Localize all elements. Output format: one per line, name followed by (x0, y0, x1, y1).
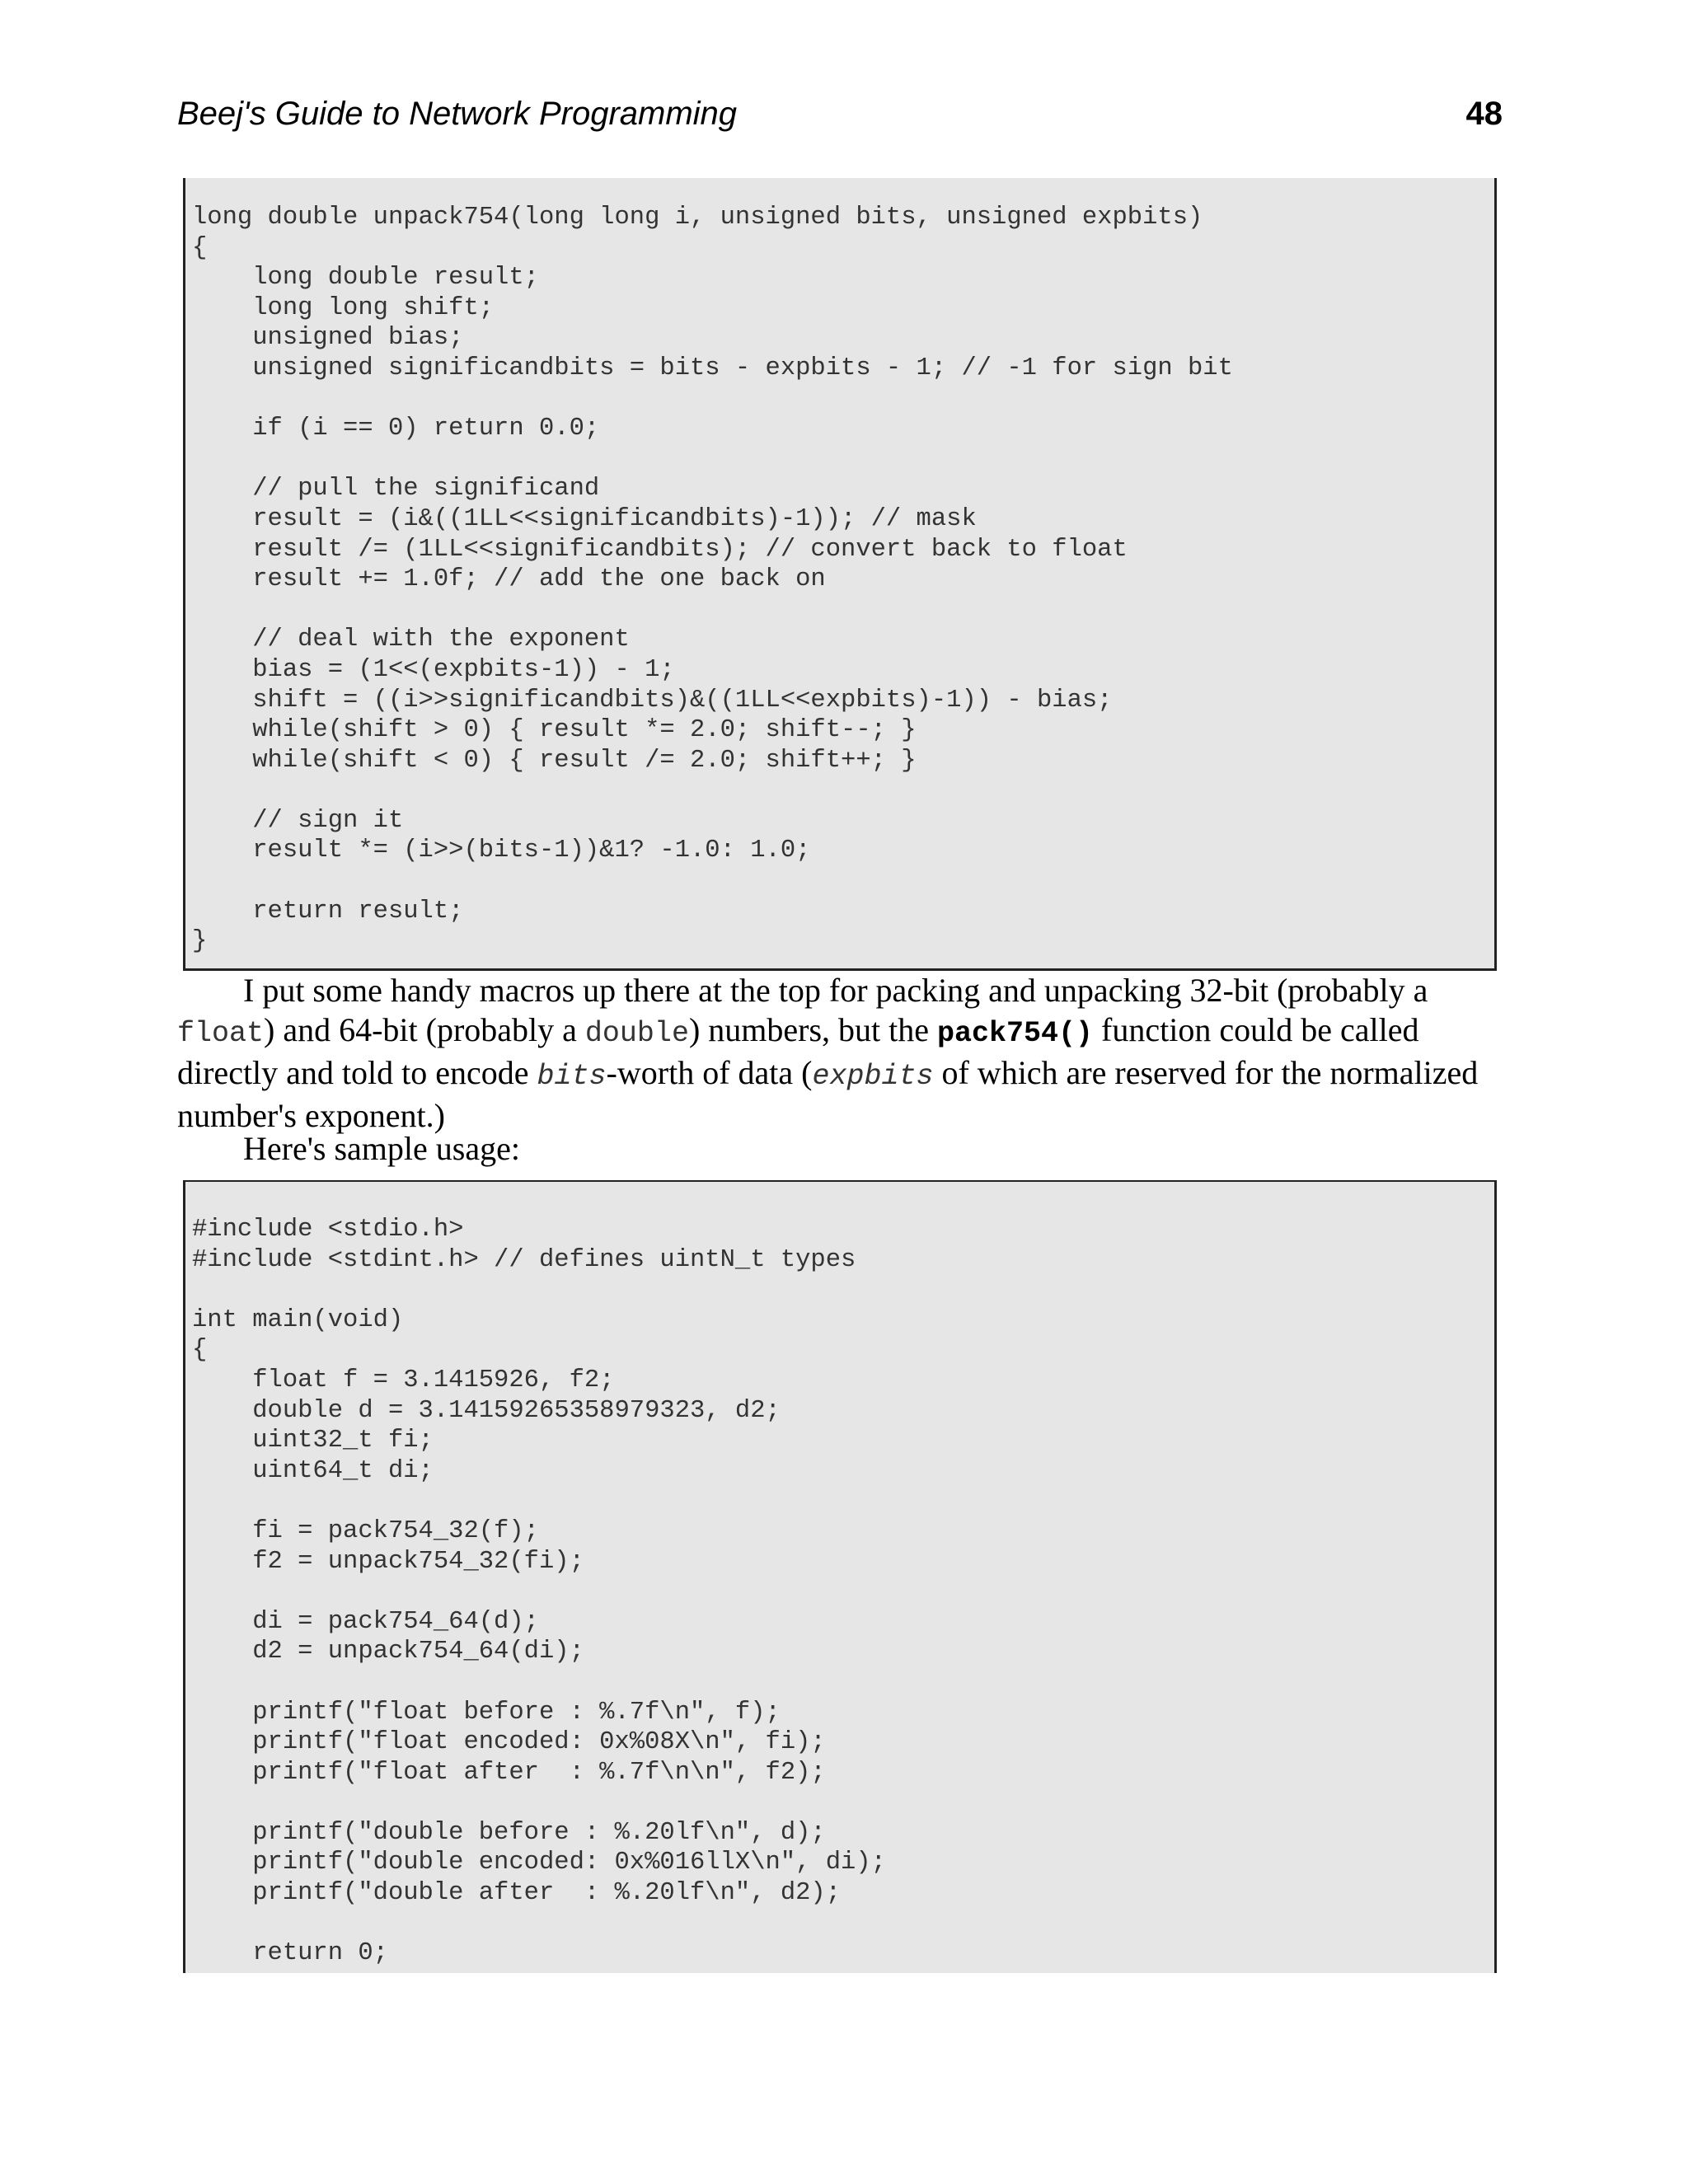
text-run: I put some handy macros up there at the top for packing and unpacking 32-bit (probably a (243, 972, 1428, 1009)
text-run: -worth of data ( (606, 1054, 813, 1091)
text-run: directly and told to encode (177, 1054, 537, 1091)
text-line (177, 1053, 1512, 1096)
code-listing-unpack754 (183, 178, 1497, 971)
paragraph-pack754-explanation (177, 971, 1512, 1136)
page-header (177, 92, 1503, 135)
inline-code-bits: bits (537, 1060, 607, 1093)
inline-code-function-name: pack754() (937, 1017, 1094, 1050)
text-line (177, 1010, 1512, 1053)
text-run: ) numbers, but the (688, 1011, 938, 1048)
paragraph-sample-usage (177, 1129, 1512, 1169)
inline-code-expbits: expbits (812, 1060, 934, 1093)
text-run: number's exponent.) (177, 1097, 445, 1134)
book-title: Beej's Guide to Network Programming (177, 96, 738, 132)
code-text: long double unpack754(long long i, unsigned bits, unsigned expbits) { long double result; long long shift; unsigned bias; unsigned significandbits = bits - expbits - 1; // -1 for sign bit if (i == 0) return 0.0; // pull the significand result = (i&((1LL<<significandbits)-1)); // mask result /= (1LL<<significandbits); // convert back to float result += 1.0f; // add the one back on // deal with the exponent bias = (1<<(expbits-1)) - 1; shift = ((i>>significandbits)&((1LL<<expbits)-1)) - bias; while(shift > 0) { result *= 2.0; shift--; } while(shift < 0) { result /= 2.0; shift++; } // sign it result *= (i>>(bits-1))&1? -1.0: 1.0; return result; } (192, 204, 1233, 956)
inline-code-float: float (177, 1017, 265, 1050)
text-line: Here's sample usage: (243, 1130, 520, 1167)
page-number: 48 (1465, 96, 1503, 132)
code-listing-sample-usage (183, 1180, 1497, 1973)
text-run: of which are reserved for the normalized (933, 1054, 1479, 1091)
text-run: function could be called (1093, 1011, 1419, 1048)
inline-code-double: double (584, 1017, 689, 1050)
code-text: #include <stdio.h> #include <stdint.h> // defines uintN_t types int main(void) { float f = 3.1415926, f2; double d = 3.14159265358979323, d2; uint32_t fi; uint64_t di; fi = pack754_32(f); f2 = unpack754_32(fi); di = pack754_64(d); d2 = unpack754_64(di); printf("float before : %.7f\n", f); printf("float encoded: 0x%08X\n", fi); printf("float after : %.7f\n\n", f2); printf("double before : %.20lf\n", d); printf("double encoded: 0x%016llX\n", di); printf("double after : %.20lf\n", d2); return 0; (192, 1216, 886, 1968)
text-run: ) and 64-bit (probably a (264, 1011, 585, 1048)
text-line (177, 971, 1512, 1010)
